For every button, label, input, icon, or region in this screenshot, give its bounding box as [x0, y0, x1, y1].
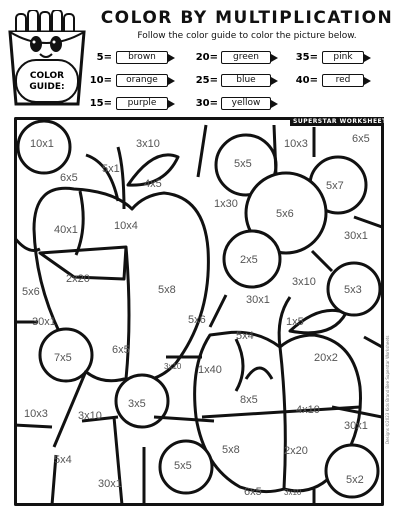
cell-label: 5x6	[22, 286, 40, 298]
crayon-label: brown	[116, 51, 168, 64]
crayon-tip-icon	[168, 54, 175, 62]
cell-label: 5x4	[54, 454, 72, 466]
guide-number: 5=	[96, 52, 112, 63]
crayon-tip-icon	[271, 100, 278, 108]
cell-label: 4x10	[296, 404, 320, 416]
cell-label: 5x6	[276, 208, 294, 220]
crayon-label: red	[322, 74, 364, 87]
cell-label: 30x1	[344, 420, 368, 432]
crayon-label: pink	[322, 51, 364, 64]
cell-label: 2x5	[240, 254, 258, 266]
crayon-tip-icon	[168, 77, 175, 85]
cell-label: 2x20	[284, 445, 308, 457]
guide-number: 20=	[195, 52, 218, 63]
crayon-label: green	[221, 51, 271, 64]
cell-label: 3x10	[164, 362, 182, 371]
cell-label: 30x1	[32, 316, 56, 328]
cell-label: 20x2	[314, 352, 338, 364]
cell-label: 1x30	[214, 198, 238, 210]
cell-label: 5x1	[102, 163, 120, 175]
color-guide-label: COLOR GUIDE:	[29, 71, 65, 92]
cell-label: 30x1	[98, 478, 122, 490]
crayon-tip-icon	[168, 100, 175, 108]
cell-label: 6x5	[60, 172, 78, 184]
cell-label: 5x5	[174, 460, 192, 472]
guide-number: 30=	[195, 98, 218, 109]
guide-number: 35=	[295, 52, 318, 63]
page-title: COLOR BY MULTIPLICATION	[100, 8, 394, 28]
cell-label: 30x1	[246, 294, 270, 306]
guide-number: 10=	[89, 75, 112, 86]
guide-number: 15=	[89, 98, 112, 109]
guide-number: 40=	[295, 75, 318, 86]
cell-label: 5x2	[346, 474, 364, 486]
cell-label: 1x5	[286, 316, 304, 328]
cell-label: 3x10	[136, 138, 160, 150]
cell-label: 6x5	[352, 133, 370, 145]
cell-label: 5x7	[326, 180, 344, 192]
copyright-text: Designs ©2023 Kids Brand Bee Superstar Worksheets	[385, 335, 390, 444]
cell-label: 1x40	[198, 364, 222, 376]
crayon-tip-icon	[364, 77, 371, 85]
brand-label: SUPERSTAR WORKSHEETS	[293, 118, 392, 125]
cell-label: 6x5	[112, 344, 130, 356]
crayon-label: blue	[221, 74, 271, 87]
cell-label: 3x10	[284, 488, 302, 497]
crayon-label: orange	[116, 74, 168, 87]
cell-label: 5x8	[222, 444, 240, 456]
cell-label: 6x5	[244, 486, 262, 498]
cell-label: 5x4	[236, 330, 254, 342]
cell-label: 10x4	[114, 220, 138, 232]
crayon-tip-icon	[364, 54, 371, 62]
cell-label: 10x3	[284, 138, 308, 150]
cell-label: 10x1	[30, 138, 54, 150]
cell-label: 3x10	[292, 276, 316, 288]
crayon-tip-icon	[271, 54, 278, 62]
cell-label: 4x5	[144, 178, 162, 190]
cell-label: 2x20	[66, 273, 90, 285]
coloring-picture	[14, 117, 384, 506]
cell-label: 5x6	[188, 314, 206, 326]
cell-label: 10x3	[24, 408, 48, 420]
crayon-tip-icon	[271, 77, 278, 85]
cell-label: 5x8	[158, 284, 176, 296]
cell-label: 3x10	[78, 410, 102, 422]
guide-number: 25=	[195, 75, 218, 86]
crayon-label: yellow	[221, 97, 271, 110]
page-subtitle: Follow the color guide to color the picture below.	[137, 31, 357, 41]
cell-label: 5x3	[344, 284, 362, 296]
cell-label: 8x5	[240, 394, 258, 406]
cell-label: 40x1	[54, 224, 78, 236]
cell-label: 30x1	[344, 230, 368, 242]
cell-label: 7x5	[54, 352, 72, 364]
crayon-label: purple	[116, 97, 168, 110]
cell-label: 5x5	[234, 158, 252, 170]
cell-label: 3x5	[128, 398, 146, 410]
